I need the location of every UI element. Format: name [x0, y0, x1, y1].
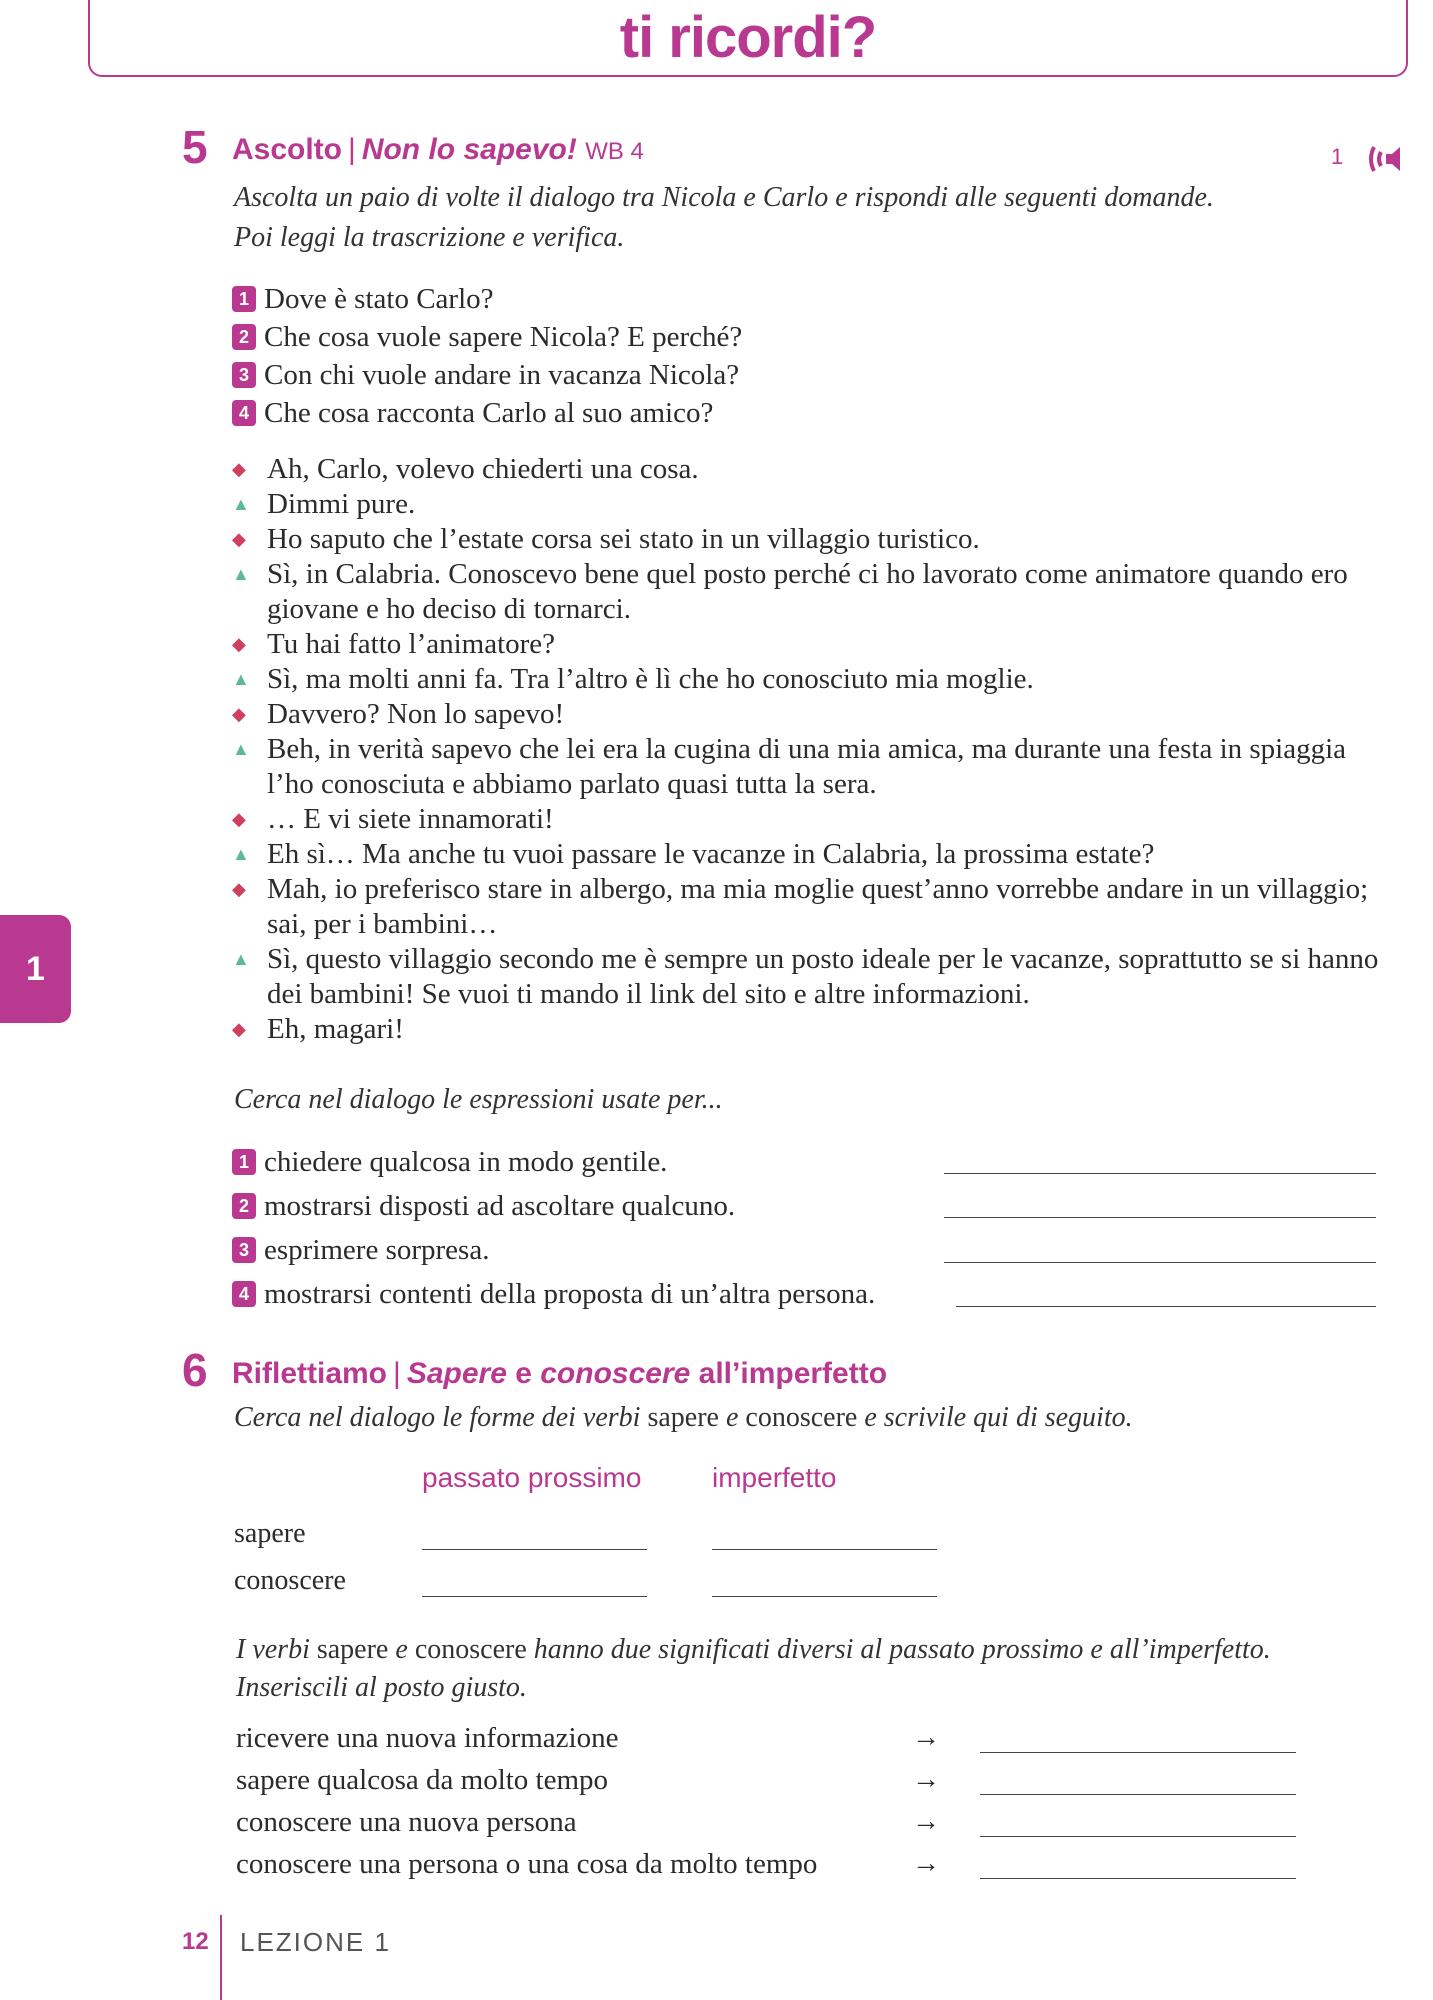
number-badge: 3	[232, 362, 256, 388]
expression-text: esprimere sorpresa.	[264, 1234, 490, 1266]
number-badge: 2	[232, 1193, 256, 1219]
exercise-5-title-a: Ascolto	[232, 133, 343, 166]
instruction-verb: conoscere	[745, 1402, 858, 1433]
answer-blank[interactable]	[422, 1596, 647, 1597]
dialogue-text: Mah, io preferisco stare in albergo, ma mia moglie quest’anno vorrebbe andare in un villaggio; sai, per i bambini…	[267, 873, 1369, 940]
list-item	[232, 1272, 1382, 1316]
diamond-speaker-icon: ◆	[232, 879, 246, 899]
answer-blank[interactable]	[980, 1794, 1296, 1795]
instruction-part: e	[388, 1634, 415, 1665]
list-item	[232, 1140, 1382, 1184]
dialogue-line	[232, 697, 1392, 732]
dialogue-text: … E vi siete innamorati!	[267, 803, 554, 835]
title-tense: all’imperfetto	[690, 1357, 888, 1390]
footer-divider	[220, 1915, 222, 2000]
exercise-5-instruction-1: Ascolta un paio di volte il dialogo tra Nicola e Carlo e rispondi alle seguenti domande.	[234, 182, 1214, 213]
question-list	[232, 280, 742, 432]
triangle-speaker-icon: ▲	[232, 949, 250, 969]
question-text: Che cosa racconta Carlo al suo amico?	[264, 397, 714, 429]
exercise-5-title-b: Non lo sapevo!	[361, 133, 577, 166]
diamond-speaker-icon: ◆	[232, 529, 246, 549]
number-badge: 2	[232, 324, 256, 350]
dialogue-text: Beh, in verità sapevo che lei era la cugina di una mia amica, ma durante una festa in spiaggia l’ho conosciuta e abbiamo parlato quasi tutta la sera.	[267, 733, 1347, 800]
dialogue-line	[232, 487, 1392, 522]
arrow-icon: →	[912, 1848, 940, 1879]
row-label-sapere: sapere	[234, 1518, 306, 1549]
dialogue-line	[232, 557, 1392, 627]
match-item: ricevere una nuova informazione	[236, 1722, 619, 1754]
dialogue-text: Dimmi pure.	[267, 488, 416, 520]
answer-blank[interactable]	[980, 1878, 1296, 1879]
triangle-speaker-icon: ▲	[232, 669, 250, 689]
list-item	[232, 394, 742, 432]
dialogue	[232, 452, 1392, 1047]
number-badge: 1	[232, 286, 256, 312]
audio-speaker-icon[interactable]	[1366, 141, 1410, 182]
question-text: Con chi vuole andare in vacanza Nicola?	[264, 359, 740, 391]
column-header-imperfetto: imperfetto	[712, 1462, 837, 1493]
triangle-speaker-icon: ▲	[232, 739, 250, 759]
exercise-6-instruction	[234, 1398, 1133, 1438]
dialogue-line	[232, 732, 1392, 802]
list-item	[232, 280, 742, 318]
instruction-part: I verbi	[236, 1634, 317, 1665]
exercise-6-title	[232, 1357, 887, 1391]
arrow-icon: →	[912, 1764, 940, 1795]
page-number: 12	[182, 1928, 209, 1955]
instruction-verb: sapere	[647, 1402, 719, 1433]
list-item	[232, 1184, 1382, 1228]
answer-blank[interactable]	[944, 1173, 1376, 1174]
dialogue-line	[232, 1012, 1392, 1047]
expression-list	[232, 1140, 1382, 1316]
meaning-instruction-2: Inseriscili al posto giusto.	[236, 1672, 527, 1703]
arrow-icon: →	[912, 1722, 940, 1753]
diamond-speaker-icon: ◆	[232, 459, 246, 479]
number-badge: 3	[232, 1237, 256, 1263]
triangle-speaker-icon: ▲	[232, 844, 250, 864]
instruction-part: e	[718, 1402, 746, 1433]
dialogue-line	[232, 452, 1392, 487]
diamond-speaker-icon: ◆	[232, 1019, 246, 1039]
dialogue-line	[232, 942, 1392, 1012]
instruction-part: e scrivile qui di seguito.	[857, 1402, 1133, 1433]
dialogue-text: Ho saputo che l’estate corsa sei stato in un villaggio turistico.	[267, 523, 980, 555]
expression-text: chiedere qualcosa in modo gentile.	[264, 1146, 668, 1178]
list-item	[232, 1228, 1382, 1272]
exercise-6-number: 6	[182, 1344, 208, 1396]
title-separator: |	[348, 133, 356, 166]
instruction-part: Cerca nel dialogo le forme dei verbi	[234, 1402, 648, 1433]
lesson-side-tab: 1	[0, 915, 71, 1023]
lesson-label: LEZIONE 1	[240, 1927, 391, 1957]
page-title: ti ricordi?	[619, 5, 877, 70]
dialogue-line	[232, 662, 1392, 697]
dialogue-text: Eh sì… Ma anche tu vuoi passare le vacanze in Calabria, la prossima estate?	[267, 838, 1155, 870]
diamond-speaker-icon: ◆	[232, 704, 246, 724]
instruction-verb: sapere	[316, 1634, 389, 1665]
instruction-part: hanno due significati diversi al passato prossimo e all’imperfetto.	[526, 1634, 1271, 1665]
dialogue-text: Sì, ma molti anni fa. Tra l’altro è lì che ho conosciuto mia moglie.	[267, 663, 1034, 695]
title-verb-sapere: Sapere	[406, 1357, 507, 1390]
expression-text: mostrarsi disposti ad ascoltare qualcuno.	[264, 1190, 736, 1222]
dialogue-line	[232, 627, 1392, 662]
dialogue-line	[232, 872, 1392, 942]
dialogue-line	[232, 837, 1392, 872]
triangle-speaker-icon: ▲	[232, 494, 250, 514]
exercise-5-instruction-2: Poi leggi la trascrizione e verifica.	[234, 222, 625, 253]
dialogue-text: Eh, magari!	[267, 1013, 404, 1045]
dialogue-text: Ah, Carlo, volevo chiederti una cosa.	[267, 453, 699, 485]
workbook-ref: WB 4	[585, 138, 644, 165]
diamond-speaker-icon: ◆	[232, 634, 246, 654]
dialogue-text: Davvero? Non lo sapevo!	[267, 698, 565, 730]
answer-blank[interactable]	[944, 1262, 1376, 1263]
row-label-conoscere: conoscere	[234, 1565, 346, 1596]
expression-text: mostrarsi contenti della proposta di un’altra persona.	[264, 1278, 876, 1310]
title-verb-conoscere: conoscere	[540, 1357, 691, 1390]
exercise-5-number: 5	[182, 121, 208, 173]
title-separator: |	[393, 1357, 401, 1390]
dialogue-line	[232, 522, 1392, 557]
number-badge: 4	[232, 1281, 256, 1307]
track-number: 1	[1331, 144, 1344, 169]
answer-blank[interactable]	[956, 1306, 1376, 1307]
arrow-icon: →	[912, 1806, 940, 1837]
question-text: Che cosa vuole sapere Nicola? E perché?	[264, 321, 743, 353]
answer-blank[interactable]	[712, 1549, 937, 1550]
answer-blank[interactable]	[980, 1752, 1296, 1753]
answer-blank[interactable]	[980, 1836, 1296, 1837]
question-text: Dove è stato Carlo?	[264, 283, 494, 315]
diamond-speaker-icon: ◆	[232, 809, 246, 829]
triangle-speaker-icon: ▲	[232, 564, 250, 584]
meaning-instruction-1	[236, 1630, 1271, 1670]
number-badge: 1	[232, 1149, 256, 1175]
dialogue-text: Sì, questo villaggio secondo me è sempre un posto ideale per le vacanze, soprattutto se si hanno dei bambini! Se vuoi ti mando il link del sito e altre informazioni.	[267, 943, 1379, 1010]
dialogue-line	[232, 802, 1392, 837]
match-item: conoscere una nuova persona	[236, 1806, 577, 1838]
answer-blank[interactable]	[422, 1549, 647, 1550]
list-item	[232, 356, 742, 394]
exercise-5-title	[232, 133, 644, 167]
title-conjunction: e	[506, 1357, 541, 1390]
instruction-verb: conoscere	[414, 1634, 527, 1665]
column-header-passato: passato prossimo	[422, 1462, 642, 1493]
exercise-6-title-a: Riflettiamo	[232, 1357, 388, 1390]
search-instruction: Cerca nel dialogo le espressioni usate per...	[234, 1084, 723, 1115]
number-badge: 4	[232, 400, 256, 426]
match-item: sapere qualcosa da molto tempo	[236, 1764, 609, 1796]
dialogue-text: Sì, in Calabria. Conoscevo bene quel posto perché ci ho lavorato come animatore quando ero giovane e ho deciso di tornarci.	[267, 558, 1348, 625]
match-item: conoscere una persona o una cosa da molto tempo	[236, 1848, 818, 1880]
dialogue-text: Tu hai fatto l’animatore?	[267, 628, 556, 660]
answer-blank[interactable]	[712, 1596, 937, 1597]
answer-blank[interactable]	[944, 1217, 1376, 1218]
list-item	[232, 318, 742, 356]
